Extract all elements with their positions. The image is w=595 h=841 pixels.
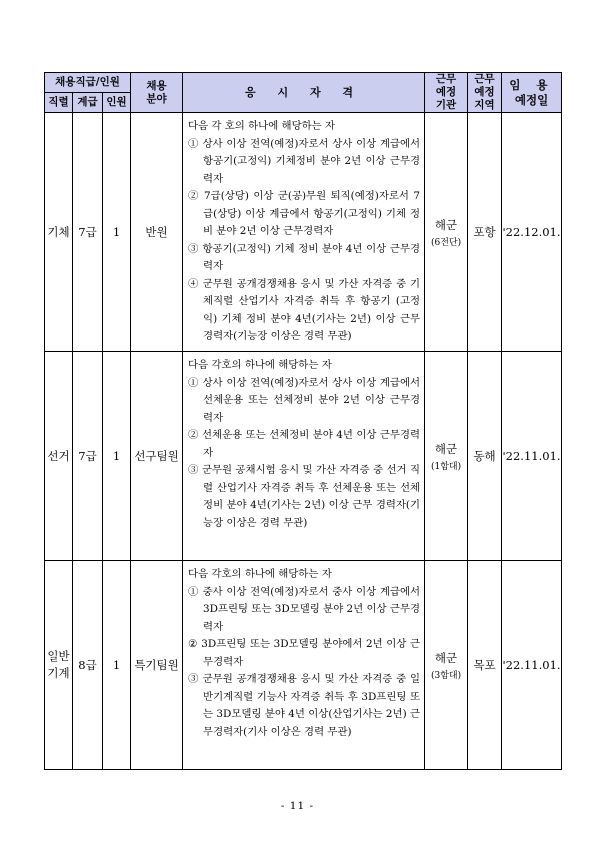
header-agency bbox=[425, 73, 468, 113]
job-cell bbox=[45, 352, 73, 561]
header-grade: 계급 bbox=[73, 93, 103, 113]
qualification-item: ④ 군무원 공개경쟁채용 응시 및 가산 자격증 중 기체직렬 산업기사 자격증 취득 후 항공기 (고정익) 기체 정비 분야 4년(기사는 2년) 이상 근무경력자(기능장 이상은 경력 무관) bbox=[188, 277, 421, 343]
count-cell: 1 bbox=[103, 113, 131, 352]
field-cell: 반원 bbox=[131, 113, 183, 352]
agency-name: 해군 bbox=[434, 217, 458, 232]
job-text: 일반 기계 bbox=[47, 649, 70, 681]
header-field bbox=[131, 73, 183, 113]
agency-name: 해군 bbox=[434, 441, 458, 456]
agency-cell bbox=[425, 352, 468, 561]
qualification-item: ② 7급(상당) 이상 군(공)무원 퇴직(예정)자로서 7급(상당) 이상 계급에서 항공기(고정익) 기체 정비 분야 2년 이상 근무경력자 bbox=[188, 190, 421, 238]
job-text: 기체 bbox=[47, 225, 70, 240]
qualification-item: ① 상사 이상 전역(예정)자로서 상사 이상 계급에서 항공기(고정익) 기체정비 분야 2년 이상 근무경력자 bbox=[188, 137, 421, 185]
field-cell: 선구팀원 bbox=[131, 352, 183, 561]
field-cell: 특기팀원 bbox=[131, 561, 183, 770]
qualification-item: ③ 항공기(고정익) 기체 정비 분야 4년 이상 근무경력자 bbox=[188, 242, 421, 273]
header-appoint-line2: 예정일 bbox=[514, 92, 549, 107]
header-recruit-group: 채용직급/인원 bbox=[45, 73, 131, 93]
job-cell bbox=[45, 561, 73, 770]
header-agency-text: 근무 예정 기관 bbox=[435, 73, 457, 112]
qualification-item: ② 3D프린팅 또는 3D모델링 분야에서 2년 이상 근무경력자 bbox=[188, 638, 421, 668]
header-region bbox=[468, 73, 502, 113]
qualification-cell bbox=[183, 352, 425, 561]
region-cell: 목포 bbox=[468, 561, 502, 770]
qualification-intro: 다음 각호의 하나에 해당하는 자 bbox=[188, 568, 332, 581]
header-appoint-line1: 임 용 bbox=[509, 78, 554, 93]
header-region-text: 근무 예정 지역 bbox=[474, 73, 495, 112]
date-cell: '22.12.01. bbox=[502, 113, 562, 352]
date-cell: '22.11.01. bbox=[502, 352, 562, 561]
region-cell: 포항 bbox=[468, 113, 502, 352]
grade-cell: 7급 bbox=[73, 113, 103, 352]
job-text: 선거 bbox=[47, 449, 70, 464]
qualification-item: ① 중사 이상 전역(예정)자로서 중사 이상 계급에서 3D프린팅 또는 3D모델링 분야 2년 이상 근무경력자 bbox=[188, 585, 421, 633]
agency-unit: (6전단) bbox=[430, 237, 462, 248]
job-cell bbox=[45, 113, 73, 352]
agency-name: 해군 bbox=[434, 650, 458, 665]
count-cell: 1 bbox=[103, 352, 131, 561]
page-number: - 11 - bbox=[280, 800, 315, 812]
qualification-cell bbox=[183, 113, 425, 352]
qualification-item: ② 선체운용 또는 선체정비 분야 4년 이상 근무경력자 bbox=[188, 429, 421, 459]
recruitment-table bbox=[44, 72, 562, 770]
qualification-cell bbox=[183, 561, 425, 770]
grade-cell: 7급 bbox=[73, 352, 103, 561]
header-appointment-date bbox=[502, 73, 562, 113]
agency-cell bbox=[425, 113, 468, 352]
date-cell: '22.11.01. bbox=[502, 561, 562, 770]
agency-unit: (3함대) bbox=[430, 670, 462, 681]
qualification-item: ③ 군무원 공채시험 응시 및 가산 자격증 중 선거 직렬 산업기사 자격증 취득 후 선체운용 또는 선체정비 분야 4년(기사는 2년) 이상 근무 경력자(기능장 이상은 경력 무관) bbox=[188, 464, 421, 529]
qualification-intro: 다음 각 호의 하나에 해당하는 자 bbox=[188, 120, 336, 133]
table-row bbox=[45, 352, 562, 561]
header-field-text: 채용 분야 bbox=[146, 79, 167, 105]
qualification-item: ③ 군무원 공개경쟁채용 응시 및 가산 자격증 중 일반기계직렬 기능사 자격증 취득 후 3D프린팅 또는 3D모델링 분야 4년 이상(산업기사는 2년) 근무경력자(기사 이상은 경력 무관) bbox=[188, 673, 421, 738]
region-cell: 동해 bbox=[468, 352, 502, 561]
header-job: 직렬 bbox=[45, 93, 73, 113]
grade-cell: 8급 bbox=[73, 561, 103, 770]
qualification-item: ① 상사 이상 전역(예정)자로서 상사 이상 계급에서 선체운용 또는 선체정비 분야 2년 이상 근무경력자 bbox=[188, 376, 421, 424]
qualification-intro: 다음 각호의 하나에 해당하는 자 bbox=[188, 359, 332, 372]
count-cell: 1 bbox=[103, 561, 131, 770]
header-count: 인원 bbox=[103, 93, 131, 113]
table-row bbox=[45, 561, 562, 770]
header-qualification: 응 시 자 격 bbox=[183, 73, 425, 113]
agency-unit: (1함대) bbox=[430, 461, 462, 472]
table-row bbox=[45, 113, 562, 352]
agency-cell bbox=[425, 561, 468, 770]
